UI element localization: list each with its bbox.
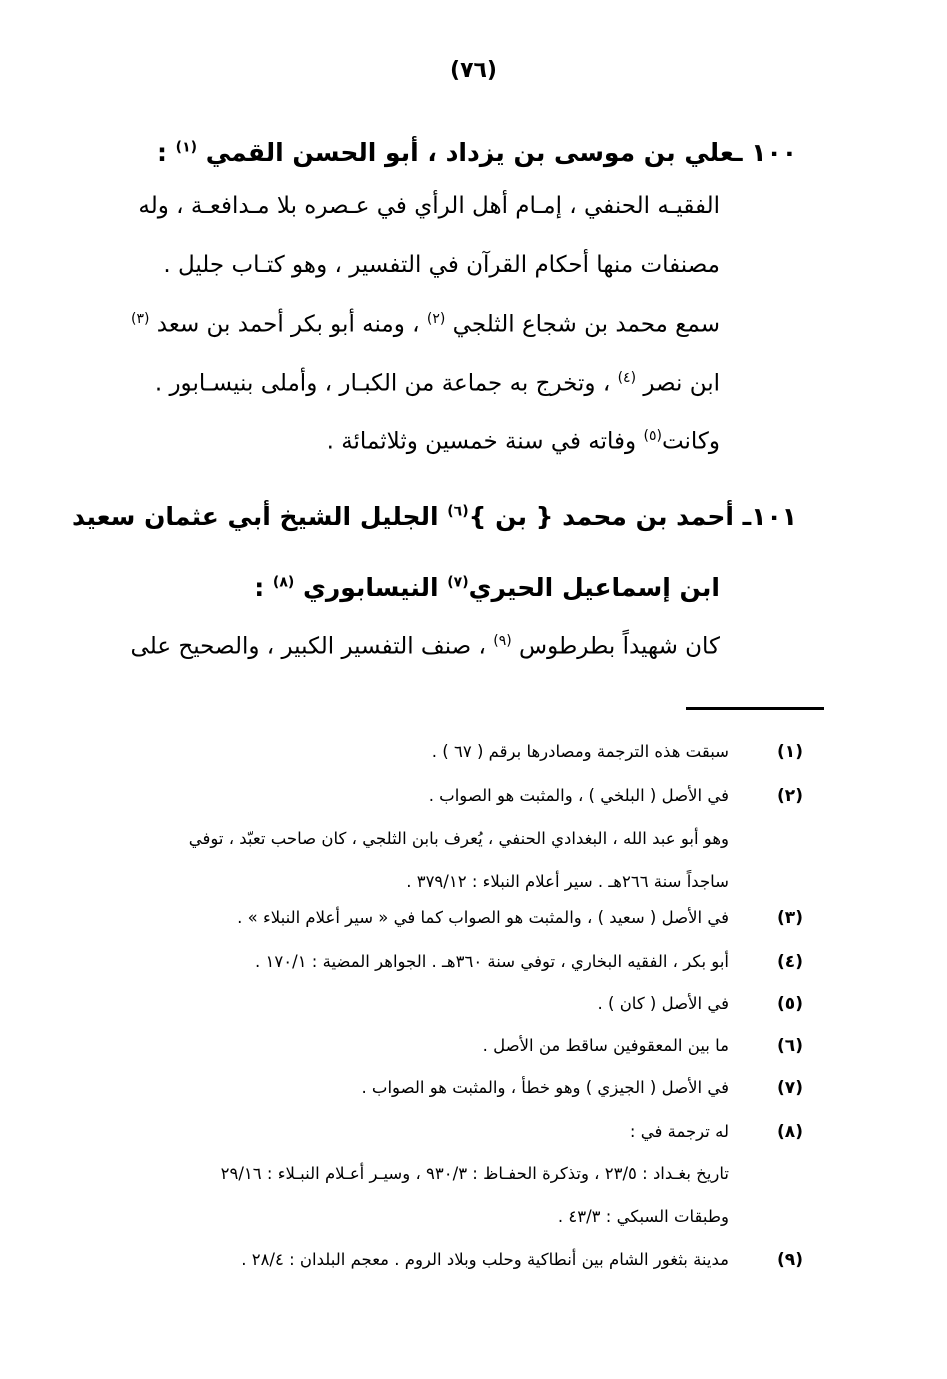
- footnote-ref-1: (١): [175, 139, 198, 156]
- footnote-ref-3: (٣): [131, 311, 150, 327]
- line-text: وفاته في سنة خمسين وثلاثمائة .: [326, 428, 644, 455]
- entry-101-heading-line-1: [72, 502, 797, 531]
- footnote-ref-6: (٦): [447, 503, 469, 520]
- footnote-number: (٣): [777, 908, 803, 928]
- page-number: (٧٦): [450, 58, 497, 83]
- entry-101-heading-line-2: [254, 573, 720, 602]
- footnote-2-text-line-2: وهو أبو عبد الله ، البغدادي الحنفي ، يُعرف بابن الثلجي ، كان صاحب تعبّد ، توفي: [188, 829, 729, 848]
- heading-text: ١٠١ـ أحمد بن محمد { بن }: [468, 502, 797, 531]
- footnote-2-text-line-3: ساجداً سنة ٢٦٦هـ . سير أعلام النبلاء : ٣٧٩/١٢ .: [406, 872, 729, 891]
- line-text: ابن نصر: [636, 370, 720, 397]
- footnote-8-text: له ترجمة في :: [629, 1122, 729, 1141]
- footnote-8-text-line-3: وطبقات السبكي : ٤٣/٣ .: [557, 1207, 729, 1226]
- footnote-number: (٩): [777, 1250, 803, 1270]
- footnote-4-text: أبو بكر ، الفقيه البخاري ، توفي سنة ٣٦٠هـ . الجواهر المضية : ١٧٠/١ .: [255, 952, 729, 971]
- footnote-number: (٨): [777, 1122, 803, 1142]
- footnote-8-text-line-2: تاريخ بغـداد : ٢٣/٥ ، وتذكرة الحفـاظ : ٩٣٠/٣ ، وسيـر أعـلام النبـلاء : ٢٩/١٦: [220, 1164, 729, 1183]
- footnote-number: (٥): [777, 994, 803, 1014]
- footnote-number: (٢): [777, 786, 803, 806]
- heading-text: ابن إسماعيل الحيري: [468, 573, 720, 602]
- footnote-1-text: سبقت هذه الترجمة ومصادرها برقم ( ٦٧ ) .: [431, 742, 729, 761]
- footnote-number: (٧): [777, 1078, 803, 1098]
- footnote-ref-7: (٧): [447, 574, 469, 591]
- heading-text: الجليل الشيخ أبي عثمان سعيد: [72, 502, 448, 531]
- footnote-ref-5: (٥): [643, 428, 662, 444]
- entry-100-heading-text: ١٠٠ ـعلي بن موسى بن يزداد ، أبو الحسن القمي: [197, 138, 797, 167]
- heading-text: النيسابوري: [294, 573, 448, 602]
- footnote-ref-8: (٨): [272, 574, 295, 591]
- footnote-number: (٦): [777, 1036, 803, 1056]
- footnote-divider: [686, 707, 824, 710]
- footnote-ref-4: (٤): [617, 370, 637, 386]
- footnote-2-text: في الأصل ( البلخي ) ، والمثبت هو الصواب .: [428, 786, 729, 805]
- footnote-number: (١): [777, 742, 803, 762]
- footnote-ref-9: (٩): [493, 633, 512, 649]
- footnote-5-text: في الأصل ( كان ) .: [597, 994, 729, 1013]
- footnote-number: (٤): [777, 952, 803, 972]
- line-text: ، صنف التفسير الكبير ، والصحيح على: [130, 633, 494, 660]
- footnote-7-text: في الأصل ( الجيزي ) وهو خطأ ، والمثبت هو الصواب .: [361, 1078, 729, 1097]
- line-text: وكانت: [661, 428, 720, 455]
- footnote-ref-2: (٢): [426, 311, 446, 327]
- footnote-9-text: مدينة بثغور الشام بين أنطاكية وحلب وبلاد الروم . معجم البلدان : ٢٨/٤ .: [241, 1250, 729, 1269]
- heading-colon: :: [156, 138, 176, 167]
- line-text: ، ومنه أبو بكر أحمد بن سعد: [149, 311, 427, 338]
- line-text: سمع محمد بن شجاع الثلجي: [445, 311, 720, 338]
- footnote-6-text: ما بين المعقوفين ساقط من الأصل .: [482, 1036, 729, 1055]
- entry-100-line-1: الفقيـه الحنفي ، إمـام أهل الرأي في عـصره بلا مـدافعـة ، وله: [138, 193, 720, 219]
- line-text: ، وتخرج به جماعة من الكبـار ، وأملى بنيسـابور .: [154, 370, 618, 397]
- entry-100-line-4: [155, 370, 720, 397]
- entry-100-heading: [157, 138, 797, 167]
- line-text: كان شهيداً بطرطوس: [511, 633, 720, 660]
- entry-100-line-2: مصنفات منها أحكام القرآن في التفسير ، وهو كتـاب جليل .: [163, 252, 720, 278]
- entry-100-line-3: [131, 311, 720, 338]
- entry-101-line-1: [131, 633, 720, 660]
- entry-100-line-5: [327, 428, 720, 455]
- footnote-3-text: في الأصل ( سعيد ) ، والمثبت هو الصواب كما في « سير أعلام النبلاء » .: [237, 908, 729, 927]
- heading-colon: :: [254, 573, 273, 602]
